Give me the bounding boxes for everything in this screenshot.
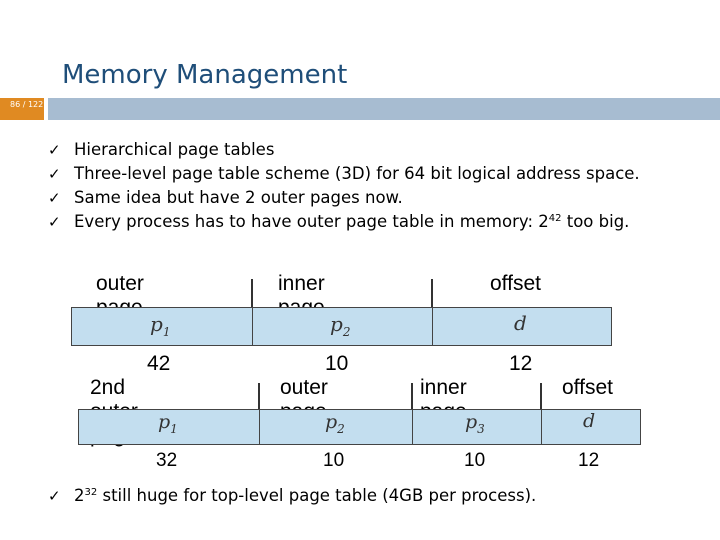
bullet-item (48, 210, 640, 234)
field-variable: d (583, 410, 596, 432)
bullet-text: Same idea but have 2 outer pages now. (74, 188, 403, 207)
bullet-item (48, 186, 640, 210)
divider-line (540, 383, 542, 411)
bullet-list (48, 138, 640, 234)
divider-line (431, 279, 433, 309)
field-label: inner (278, 272, 325, 295)
bit-count: 10 (325, 352, 349, 375)
bit-count: 12 (578, 450, 600, 471)
slide-number-badge (0, 98, 44, 120)
bullet-text: Hierarchical page tables (74, 140, 275, 159)
bullet-item (48, 162, 640, 186)
bit-count: 10 (323, 450, 345, 471)
slide-title: Memory Management (62, 60, 348, 90)
bullet-text-pre: 2 (74, 486, 85, 505)
bit-count: 12 (509, 352, 533, 375)
check-icon: ✓ (48, 213, 61, 231)
slide-number: 86 / 122 (10, 100, 44, 109)
check-icon: ✓ (48, 165, 61, 183)
field-label: offset (562, 376, 613, 399)
bullet-item (48, 138, 640, 162)
field-variable: d (514, 311, 527, 335)
field-label: 2nd (90, 376, 126, 399)
divider-line (258, 383, 260, 411)
field-label: offset (490, 272, 541, 295)
bit-count: 42 (147, 352, 171, 375)
bit-count: 10 (464, 450, 486, 471)
field-label: outer (96, 272, 144, 295)
exponent: 32 (84, 487, 98, 498)
field-label: outer (280, 376, 328, 399)
field-variable: $p_3$ (465, 411, 485, 436)
field-variable: $p_2$ (325, 411, 345, 436)
bullet-text-post: still huge for top-level page table (4GB per process). (97, 486, 537, 505)
bullet-text: Three-level page table scheme (3D) for 64 bit logical address space. (74, 164, 640, 183)
check-icon: ✓ (48, 141, 61, 159)
summary-bullet (48, 484, 536, 508)
header-bar (48, 98, 720, 120)
bullet-text-pre: Every process has to have outer page table in memory: 2 (74, 212, 549, 231)
field-variable: $p_2$ (330, 312, 351, 339)
exponent: 42 (548, 213, 562, 224)
divider-line (411, 383, 413, 411)
divider-line (251, 279, 253, 309)
check-icon: ✓ (48, 189, 61, 207)
field-variable: $p_1$ (158, 411, 178, 436)
bullet-text-post: too big. (561, 212, 630, 231)
bit-count: 32 (156, 450, 178, 471)
check-icon: ✓ (48, 487, 61, 505)
field-variable: $p_1$ (150, 312, 171, 339)
field-label: inner (420, 376, 467, 399)
